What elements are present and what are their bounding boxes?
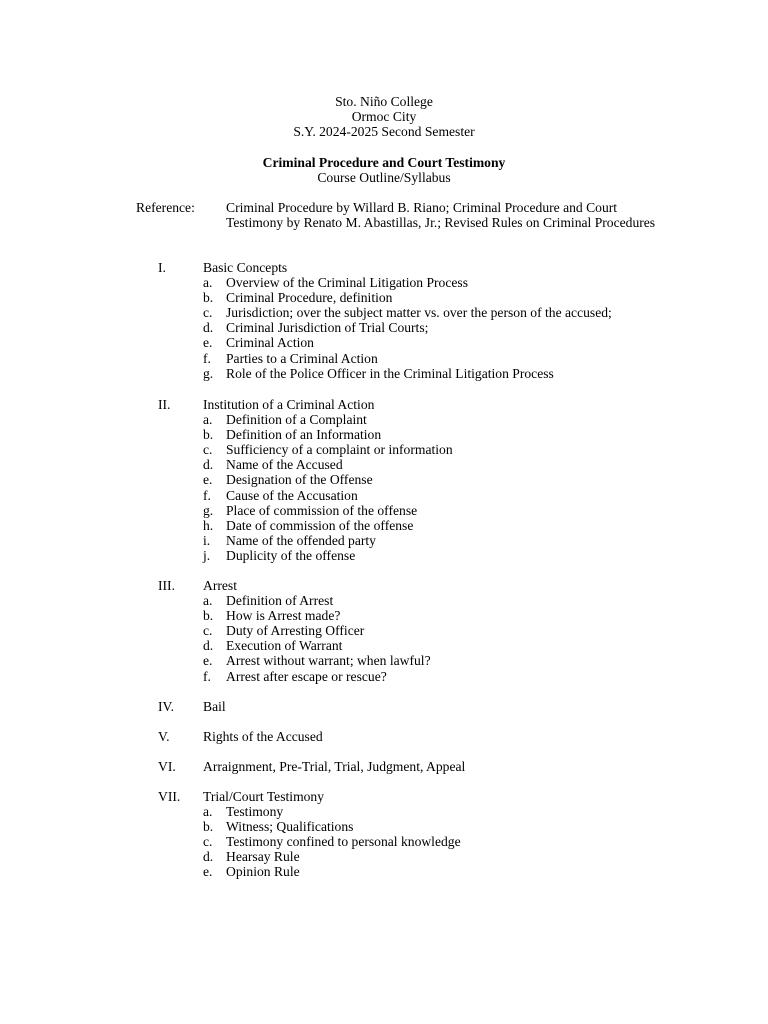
outline-item [0, 669, 768, 684]
section-title: Institution of a Criminal Action [203, 397, 375, 412]
item-text: Criminal Procedure, definition [226, 290, 393, 306]
item-text: Definition of Arrest [226, 593, 334, 609]
outline-item [0, 488, 768, 503]
item-letter: h. [203, 517, 214, 533]
item-letter: b. [203, 819, 214, 835]
item-letter: f. [203, 350, 211, 366]
item-text: Arrest after escape or rescue? [226, 668, 387, 684]
item-letter: b. [203, 608, 214, 624]
outline-item [0, 593, 768, 608]
outline-item [0, 427, 768, 442]
item-text: Criminal Jurisdiction of Trial Courts; [226, 320, 429, 336]
section-items [0, 593, 768, 684]
item-letter: c. [203, 834, 213, 850]
item-text: Role of the Police Officer in the Criminal Litigation Process [226, 365, 554, 381]
item-text: Witness; Qualifications [226, 819, 354, 835]
outline-item [0, 305, 768, 320]
outline-item [0, 351, 768, 366]
reference-label: Reference: [136, 200, 195, 215]
item-letter: e. [203, 472, 213, 488]
item-text: Duplicity of the offense [226, 547, 356, 563]
outline-item [0, 834, 768, 849]
item-letter: f. [203, 487, 211, 503]
item-letter: a. [203, 593, 213, 609]
item-text: Date of commission of the offense [226, 517, 414, 533]
section-title: Bail [203, 699, 226, 714]
item-text: Duty of Arresting Officer [226, 623, 365, 639]
item-text: Overview of the Criminal Litigation Process [226, 275, 468, 291]
section-items [0, 412, 768, 563]
item-letter: e. [203, 335, 213, 351]
section-title: Trial/Court Testimony [203, 789, 325, 804]
item-text: Criminal Action [226, 335, 314, 351]
outline-item [0, 472, 768, 487]
item-letter: b. [203, 427, 214, 443]
section-title: Basic Concepts [203, 260, 288, 275]
reference-text: Criminal Procedure by Willard B. Riano; Criminal Procedure and Court Testimony by Renato M. Abastillas, Jr.; Revised Rules on Criminal Procedures [226, 200, 656, 231]
item-text: How is Arrest made? [226, 608, 341, 624]
outline-item [0, 457, 768, 472]
outline-item [0, 335, 768, 350]
item-letter: d. [203, 638, 214, 654]
section-items [0, 804, 768, 879]
outline-item [0, 849, 768, 864]
outline-item [0, 623, 768, 638]
outline-item [0, 653, 768, 668]
section-title: Rights of the Accused [203, 729, 323, 744]
item-text: Execution of Warrant [226, 638, 343, 654]
item-text: Sufficiency of a complaint or information [226, 442, 453, 458]
outline-item [0, 638, 768, 653]
section-items [0, 275, 768, 381]
item-letter: g. [203, 365, 214, 381]
section-number: V. [158, 729, 170, 744]
item-letter: d. [203, 320, 214, 336]
item-text: Definition of a Complaint [226, 412, 367, 428]
item-text: Definition of an Information [226, 427, 382, 443]
outline-item [0, 548, 768, 563]
outline-item [0, 442, 768, 457]
outline-item [0, 290, 768, 305]
item-letter: d. [203, 849, 214, 865]
item-text: Designation of the Offense [226, 472, 373, 488]
outline-item [0, 275, 768, 290]
outline-item [0, 804, 768, 819]
outline-item [0, 320, 768, 335]
item-text: Cause of the Accusation [226, 487, 358, 503]
school-city: Ormoc City [351, 109, 417, 125]
outline-item [0, 533, 768, 548]
section-number: VI. [158, 759, 176, 774]
outline-item [0, 864, 768, 879]
section-number: III. [158, 578, 175, 593]
section-number: II. [158, 397, 171, 412]
document-header [0, 94, 768, 139]
item-letter: g. [203, 502, 214, 518]
item-text: Jurisdiction; over the subject matter vs. over the person of the accused; [226, 305, 612, 321]
item-letter: c. [203, 305, 213, 321]
item-text: Testimony [226, 804, 284, 820]
item-letter: b. [203, 290, 214, 306]
item-text: Testimony confined to personal knowledge [226, 834, 461, 850]
item-letter: a. [203, 275, 213, 291]
section-title: Arraignment, Pre-Trial, Trial, Judgment, Appeal [203, 759, 466, 774]
course-subtitle: Course Outline/Syllabus [317, 170, 451, 186]
item-letter: e. [203, 653, 213, 669]
section-number: I. [158, 260, 166, 275]
item-text: Name of the Accused [226, 457, 343, 473]
outline-item [0, 366, 768, 381]
school-name: Sto. Niño College [335, 94, 433, 109]
outline-item [0, 608, 768, 623]
section-number: IV. [158, 699, 174, 714]
item-text: Name of the offended party [226, 532, 376, 548]
item-letter: i. [203, 532, 211, 548]
school-term: S.Y. 2024-2025 Second Semester [293, 124, 475, 140]
item-letter: a. [203, 412, 213, 428]
course-title-block [0, 155, 768, 185]
outline-item [0, 503, 768, 518]
item-letter: j. [203, 547, 211, 563]
item-text: Parties to a Criminal Action [226, 350, 378, 366]
outline-item [0, 518, 768, 533]
item-letter: a. [203, 804, 213, 820]
outline-item [0, 819, 768, 834]
item-letter: f. [203, 668, 211, 684]
item-text: Opinion Rule [226, 864, 300, 880]
item-letter: d. [203, 457, 214, 473]
section-title: Arrest [203, 578, 237, 593]
item-text: Hearsay Rule [226, 849, 300, 865]
course-title: Criminal Procedure and Court Testimony [262, 155, 506, 170]
item-text: Arrest without warrant; when lawful? [226, 653, 431, 669]
item-text: Place of commission of the offense [226, 502, 418, 518]
item-letter: c. [203, 442, 213, 458]
item-letter: c. [203, 623, 213, 639]
outline-item [0, 412, 768, 427]
section-number: VII. [158, 789, 181, 804]
item-letter: e. [203, 864, 213, 880]
